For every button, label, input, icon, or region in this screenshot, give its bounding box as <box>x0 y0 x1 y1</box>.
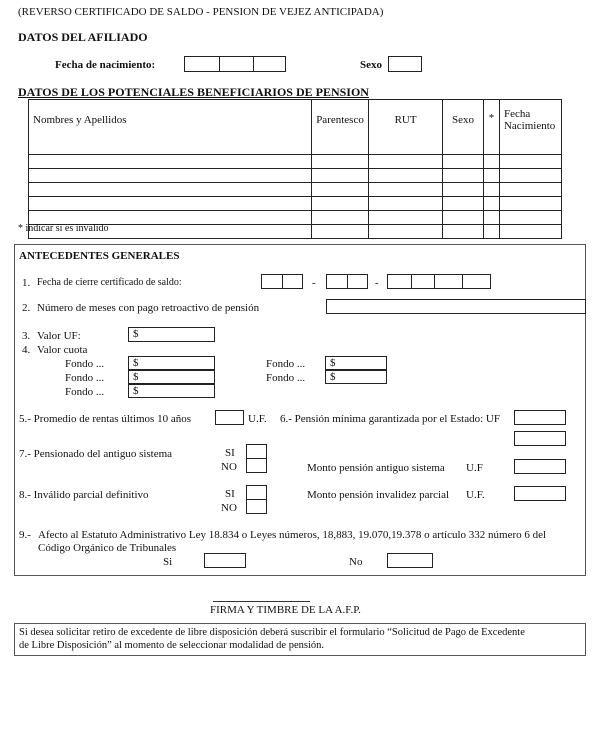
no-label: NO <box>221 461 237 473</box>
no-label: No <box>349 556 363 568</box>
monto-invalidez-field[interactable] <box>514 486 566 501</box>
item3-number: 3. <box>22 330 31 342</box>
cell-invalid[interactable] <box>483 169 499 183</box>
cell-fecha[interactable] <box>499 155 561 169</box>
birthdate-label: Fecha de nacimiento: <box>55 59 156 71</box>
cierre-month-field[interactable] <box>326 274 368 289</box>
estatuto-si-field[interactable] <box>204 553 246 568</box>
cell-parentesco[interactable] <box>312 169 369 183</box>
field-divider <box>411 275 412 288</box>
cell-invalid[interactable] <box>483 183 499 197</box>
item9-line1: Afecto al Estatuto Administrativo Ley 18.834 o Leyes números, 18,883, 19.070,19.378 o artículo 332 número 6 del <box>38 529 547 541</box>
section-title-antecedentes: ANTECEDENTES GENERALES <box>19 250 180 262</box>
cell-rut[interactable] <box>369 183 443 197</box>
signature-line <box>213 601 310 602</box>
pensionado-si-checkbox[interactable] <box>246 444 267 459</box>
cierre-year-field[interactable] <box>387 274 491 289</box>
document-subtitle: (REVERSO CERTIFICADO DE SALDO - PENSION DE VEJEZ ANTICIPADA) <box>18 6 384 18</box>
birthdate-field[interactable] <box>184 56 286 72</box>
column-header-fecha-line1: Fecha <box>503 108 531 120</box>
birthdate-divider <box>219 57 220 71</box>
cell-fecha[interactable] <box>499 225 561 239</box>
item9-number: 9.- <box>19 529 31 541</box>
item2-label: Número de meses con pago retroactivo de pensión <box>37 302 260 314</box>
field-divider <box>347 275 348 288</box>
monto-antiguo-field[interactable] <box>514 459 566 474</box>
column-header-invalid: * <box>483 100 499 155</box>
monto-antiguo-label: Monto pensión antiguo sistema <box>307 462 445 474</box>
antecedentes-section <box>14 244 586 576</box>
cell-rut[interactable] <box>369 225 443 239</box>
cell-sexo[interactable] <box>443 169 484 183</box>
item1-number: 1. <box>22 277 31 289</box>
section-title-beneficiarios: DATOS DE LOS POTENCIALES BENEFICIARIOS DE PENSION <box>18 85 369 99</box>
valor-uf-field[interactable]: $ <box>128 327 215 342</box>
column-header-nombres: Nombres y Apellidos <box>29 100 312 155</box>
table-header-row <box>29 100 562 155</box>
cell-sexo[interactable] <box>443 211 484 225</box>
cell-nombres[interactable] <box>29 155 312 169</box>
item1-label: Fecha de cierre certificado de saldo: <box>37 277 182 288</box>
pension-minima-field[interactable] <box>514 410 566 425</box>
item4-label: Valor cuota <box>37 344 88 356</box>
uf-unit-label: U.F <box>466 462 483 474</box>
table-row <box>29 169 562 183</box>
promedio-rentas-field[interactable] <box>215 410 244 425</box>
si-label: SI <box>225 447 235 459</box>
cell-parentesco[interactable] <box>312 197 369 211</box>
cell-fecha[interactable] <box>499 183 561 197</box>
pensionado-no-checkbox[interactable] <box>246 458 267 473</box>
fondo-field[interactable]: $ <box>325 356 387 370</box>
date-separator: - <box>312 277 316 289</box>
cell-invalid[interactable] <box>483 155 499 169</box>
cell-invalid[interactable] <box>483 197 499 211</box>
field-divider <box>462 275 463 288</box>
cell-rut[interactable] <box>369 155 443 169</box>
cell-nombres[interactable] <box>29 197 312 211</box>
column-header-fecha-line2: Nacimiento <box>503 120 556 132</box>
monto-invalidez-label: Monto pensión invalidez parcial <box>307 489 450 501</box>
item4-number: 4. <box>22 344 31 356</box>
fondo-field[interactable]: $ <box>128 356 215 370</box>
uf-unit-label: U.F. <box>248 413 267 425</box>
no-label: NO <box>221 502 237 514</box>
table-row <box>29 197 562 211</box>
beneficiaries-table <box>28 99 562 239</box>
sex-label: Sexo <box>360 59 382 71</box>
cell-fecha[interactable] <box>499 169 561 183</box>
cell-invalid[interactable] <box>483 225 499 239</box>
item9-line2: Código Orgánico de Tribunales <box>38 542 177 554</box>
table-row <box>29 183 562 197</box>
cell-rut[interactable] <box>369 169 443 183</box>
date-separator: - <box>375 277 379 289</box>
cell-nombres[interactable] <box>29 169 312 183</box>
cell-parentesco[interactable] <box>312 155 369 169</box>
column-header-sexo: Sexo <box>443 100 484 155</box>
cell-rut[interactable] <box>369 211 443 225</box>
section-title-afiliado: DATOS DEL AFILIADO <box>18 30 148 44</box>
estatuto-no-field[interactable] <box>387 553 433 568</box>
cell-parentesco[interactable] <box>312 225 369 239</box>
cierre-day-field[interactable] <box>261 274 303 289</box>
cell-parentesco[interactable] <box>312 183 369 197</box>
birthdate-divider <box>253 57 254 71</box>
item5-label: 5.- Promedio de rentas últimos 10 años <box>19 413 192 425</box>
item3-label: Valor UF: <box>37 330 81 342</box>
note-line2: de Libre Disposición” al momento de seleccionar modalidad de pensión. <box>19 640 324 651</box>
pension-minima-extra-field[interactable] <box>514 431 566 446</box>
cell-parentesco[interactable] <box>312 211 369 225</box>
cell-rut[interactable] <box>369 197 443 211</box>
fondo-field[interactable]: $ <box>128 370 215 384</box>
cell-sexo[interactable] <box>443 225 484 239</box>
item6-label: 6.- Pensión mínima garantizada por el Estado: UF <box>280 413 500 425</box>
cell-fecha[interactable] <box>499 211 561 225</box>
cell-sexo[interactable] <box>443 155 484 169</box>
si-label: Si <box>163 556 173 568</box>
field-divider <box>282 275 283 288</box>
cell-invalid[interactable] <box>483 211 499 225</box>
fondo-label: Fondo ... <box>65 386 105 398</box>
column-header-fecha <box>499 100 561 155</box>
note-line1: Si desea solicitar retiro de excedente de libre disposición deberá suscribir el formulario “Solicitud de Pago de Excedente <box>19 627 525 638</box>
invalid-footnote: * indicar si es invalido <box>18 223 109 234</box>
item2-number: 2. <box>22 302 31 314</box>
uf-unit-label: U.F. <box>466 489 485 501</box>
fondo-label: Fondo ... <box>266 358 306 370</box>
si-label: SI <box>225 488 235 500</box>
invalido-si-checkbox[interactable] <box>246 485 267 500</box>
table-row <box>29 155 562 169</box>
sex-field[interactable] <box>388 56 422 72</box>
fondo-field[interactable]: $ <box>325 370 387 384</box>
cell-fecha[interactable] <box>499 197 561 211</box>
cell-sexo[interactable] <box>443 197 484 211</box>
meses-retroactivo-field[interactable] <box>326 299 586 314</box>
column-header-parentesco: Parentesco <box>312 100 369 155</box>
signature-label: FIRMA Y TIMBRE DE LA A.F.P. <box>210 604 361 616</box>
column-header-rut: RUT <box>369 100 443 155</box>
cell-nombres[interactable] <box>29 183 312 197</box>
item8-label: 8.- Inválido parcial definitivo <box>19 489 149 501</box>
fondo-label: Fondo ... <box>65 358 105 370</box>
invalido-no-checkbox[interactable] <box>246 499 267 514</box>
fondo-label: Fondo ... <box>266 372 306 384</box>
fondo-field[interactable]: $ <box>128 384 215 398</box>
cell-sexo[interactable] <box>443 183 484 197</box>
item7-label: 7.- Pensionado del antiguo sistema <box>19 448 173 460</box>
field-divider <box>434 275 435 288</box>
fondo-label: Fondo ... <box>65 372 105 384</box>
